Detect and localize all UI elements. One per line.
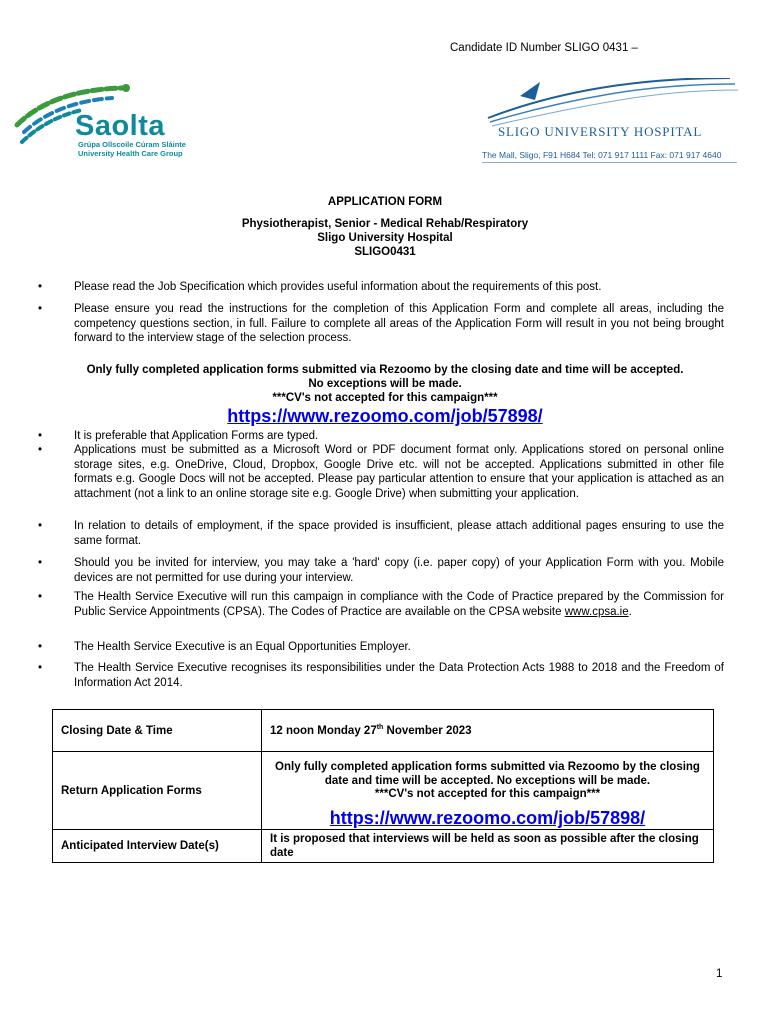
list-item: • Applications must be submitted as a Microsoft Word or PDF document format only. Applications stored on personal online storage sites, e.g. OneDrive, Cloud, Dropbox, Google Drive etc. will not be accepted. Applications submitted in other file formats e.g. Google Docs will not be accepted. Please pay particular attention to ensure that your application is attached as an attachment (not a link to an online storage site e.g. Google Drive) when submitting your application.	[38, 444, 724, 500]
return-label: Return Application Forms	[53, 752, 262, 830]
saolta-wordmark: Saolta	[75, 110, 166, 142]
bullet-dot: •	[38, 591, 43, 603]
table-row	[53, 710, 714, 752]
bullet-dot: •	[38, 641, 43, 653]
closing-label: Closing Date & Time	[53, 710, 262, 752]
bullet-dot: •	[38, 520, 43, 532]
notice-line-1: Only fully completed application forms submitted via Rezoomo by the closing date and time will be accepted.	[86, 364, 684, 376]
closing-value: 12 noon Monday 27th November 2023	[262, 710, 714, 752]
saolta-subtitle-irish: Grúpa Ollscoile Cúram Sláinte	[78, 140, 186, 149]
page-number: 1	[716, 968, 723, 980]
hospital-title: Sligo University Hospital	[317, 232, 453, 244]
return-value: Only fully completed application forms submitted via Rezoomo by the closing date and time will be accepted. No exceptions will be made. ***CV's not accepted for this campaign*** https://www.rezoomo.com/job/57898/	[262, 752, 714, 830]
list-item: • Please read the Job Specification which provides useful information about the requirements of this post.	[38, 281, 602, 293]
list-item	[38, 590, 724, 619]
bullet-dot: •	[38, 662, 43, 674]
table-row	[53, 830, 714, 863]
bullet-dot: •	[38, 557, 43, 569]
form-title: APPLICATION FORM	[327, 196, 443, 208]
post-title: Physiotherapist, Senior - Medical Rehab/Respiratory	[241, 218, 529, 230]
rezoomo-link[interactable]: https://www.rezoomo.com/job/57898/	[227, 406, 543, 426]
return-rezoomo-link[interactable]: https://www.rezoomo.com/job/57898/	[329, 807, 646, 828]
cpsa-text-end: .	[628, 605, 632, 618]
candidate-id: Candidate ID Number SLIGO 0431 –	[450, 42, 638, 54]
bullet-dot: •	[38, 303, 43, 315]
info-table	[52, 709, 714, 863]
bullet-dot: •	[38, 444, 43, 456]
table-row	[53, 752, 714, 830]
cpsa-text: The Health Service Executive will run this campaign in compliance with the Code of Practice prepared by the Commission for Public Service Appointments (CPSA). The Codes of Practice are available on the CPSA website	[74, 591, 724, 618]
bullet-dot: •	[38, 430, 43, 442]
list-item: • The Health Service Executive recognises its responsibilities under the Data Protection Acts 1988 to 2018 and the Freedom of Information Act 2014.	[38, 662, 724, 689]
cpsa-link[interactable]: www.cpsa.ie	[564, 605, 629, 618]
list-item: • It is preferable that Application Forms are typed.	[38, 430, 319, 442]
hospital-name: SLIGO UNIVERSITY HOSPITAL	[498, 124, 703, 139]
reference-code: SLIGO0431	[354, 246, 416, 258]
hospital-divider	[482, 162, 737, 163]
interview-label: Anticipated Interview Date(s)	[53, 830, 262, 863]
list-item: • In relation to details of employment, if the space provided is insufficient, please attach additional pages ensuring to use the same format.	[38, 520, 724, 547]
list-item: • Should you be invited for interview, you may take a 'hard' copy (i.e. paper copy) of your Application Form with you. Mobile devices are not permitted for use during your interview.	[38, 557, 724, 584]
list-item: • The Health Service Executive is an Equal Opportunities Employer.	[38, 641, 411, 653]
list-item: • Please ensure you read the instructions for the completion of this Application Form and complete all areas, including the competency questions section, in full. Failure to complete all areas of the Application Form will result in you not being brought forward to the interview stage of the selection process.	[38, 303, 724, 344]
notice-line-3: ***CV's not accepted for this campaign***	[272, 392, 498, 404]
saolta-subtitle-english: University Health Care Group	[78, 149, 183, 158]
notice-line-2: No exceptions will be made.	[308, 378, 462, 390]
interview-value: It is proposed that interviews will be held as soon as possible after the closing date	[262, 830, 714, 863]
hospital-address: The Mall, Sligo, F91 H684 Tel: 071 917 1111 Fax: 071 917 4640	[482, 150, 722, 160]
bullet-dot: •	[38, 281, 43, 293]
